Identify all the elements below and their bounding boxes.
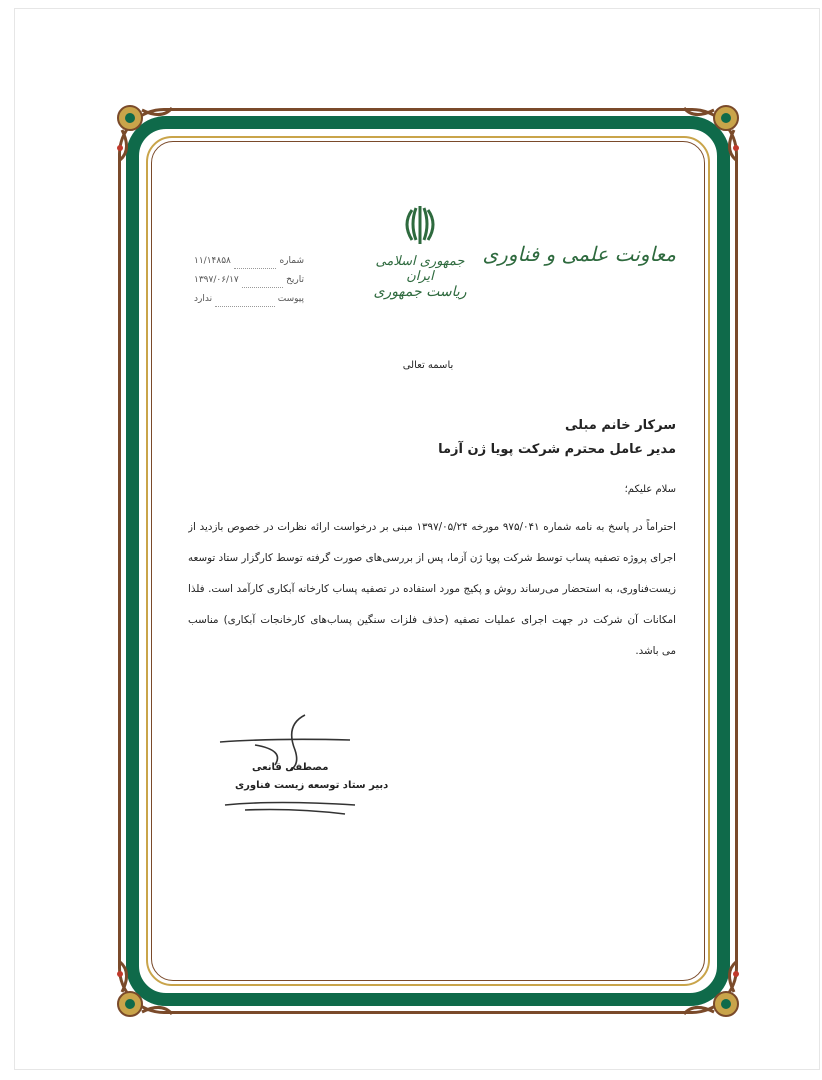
presidency-label: ریاست جمهوری	[373, 284, 467, 300]
number-label: شماره	[279, 256, 304, 266]
signatory-name: مصطفی قانعی	[252, 762, 329, 773]
number-value: ۱۱/۱۴۸۵۸	[194, 256, 231, 266]
letter-body	[188, 512, 676, 667]
date-label: تاریخ	[286, 275, 304, 285]
letter-meta	[194, 256, 304, 313]
date-value: ۱۳۹۷/۰۶/۱۷	[194, 275, 239, 285]
recipient-name: سرکار خانم مبلی	[565, 418, 676, 433]
attachment-value: ندارد	[194, 294, 213, 304]
iran-emblem-icon	[400, 204, 440, 248]
greeting: سلام علیکم؛	[624, 484, 676, 495]
republic-label: جمهوری اسلامی ایران	[375, 254, 465, 284]
recipient-title: مدیر عامل محترم شرکت پویا ژن آزما	[438, 442, 676, 457]
body-line: می باشد.	[635, 645, 676, 657]
attachment-label: پیوست	[277, 294, 304, 304]
body-line: زیست‌فناوری، به استحضار می‌رساند روش و پکیج مورد استفاده در تصفیه پساب کارخانه آبکاری کارآمد است. فلذا	[188, 583, 676, 595]
signatory-title: دبیر ستاد توسعه زیست فناوری	[235, 780, 389, 791]
body-line: اجرای پروژه تصفیه پساب توسط شرکت پویا ژن آزما، پس از بررسی‌های صورت گرفته توسط کارگزار ستاد توسعه	[188, 552, 676, 564]
body-line: امکانات آن شرکت در جهت اجرای عملیات تصفیه (حذف فلزات سنگین پساب‌های کارخانجات آبکاری) مناسب	[188, 614, 676, 626]
letter	[160, 150, 696, 970]
organization-title: معاونت علمی و فناوری	[482, 242, 676, 266]
body-line: احتراماً در پاسخ به نامه شماره ۹۷۵/۰۴۱ مورخه ۱۳۹۷/۰۵/۲۴ مبنی بر درخواست ارائه نظرات در خصوص بازدید از	[188, 521, 676, 533]
basmala: باسمه تعالی	[402, 360, 454, 371]
